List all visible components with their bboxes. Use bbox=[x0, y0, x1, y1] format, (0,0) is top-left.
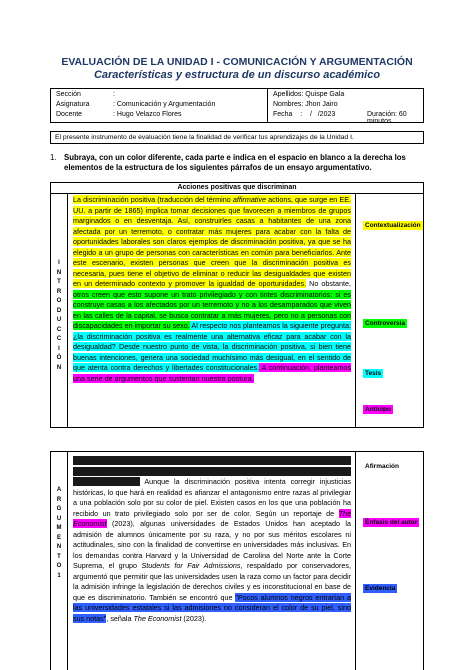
argument-text: (2023), algunas universidades de Estados Unidos han aceptado la admisión de alumnos únicamente por su raza, y no por sus méritos escolares ni actitudinales, sino con la finalidad de convertirse en universidades más inclusivas. En los demandas contra Harvard y la Universidad de Carolina del Norte ante la Corte Suprema, el grupo bbox=[73, 519, 351, 570]
letter: R bbox=[56, 496, 62, 503]
argument-text: , señala bbox=[106, 613, 134, 623]
seccion-label: Sección bbox=[56, 91, 81, 98]
letter: E bbox=[56, 534, 61, 541]
asignatura-value: : Comunicación y Argumentación bbox=[113, 101, 216, 108]
tag-contextualizacion: Contextualización bbox=[365, 222, 421, 229]
highlight-controversy: otros creen que esto supone un trato privilegiado y con tintes discriminatorios: si es construye casas a los afectados por un terremoto y no a los desamparados que viven en las calles de la capital, se busca contratar a más mujeres, pero no a personas con discapacidades en importar su sexo. bbox=[73, 289, 351, 330]
question-text: Subraya, con un color diferente, cada parte e indica en el espacio en blanco a la derecha los elementos de la estructura de los siguientes párrafos de un ensayo argumentativo. bbox=[64, 153, 406, 172]
letter: O bbox=[56, 298, 62, 304]
letter: I bbox=[58, 345, 60, 352]
table-header: Acciones positivas que discriminan bbox=[51, 183, 423, 194]
section-label-introduccion bbox=[51, 259, 67, 373]
highlight-thesis: Al respecto nos planteamos la siguiente pregunta: ¿la discriminación positiva es realmente una alternativa eficaz para acabar con la desigualdad? Desde nuestro punto de vista, la discriminación positiva, si bien tiene buenas intenciones, genera una sociedad muchísimo más desigual, en el sentido de que atenta contra derechos y libertades constitucionales. bbox=[73, 321, 351, 372]
letter: C bbox=[56, 336, 62, 342]
letter: N bbox=[56, 364, 62, 371]
docente-value: : Hugo Velazco Flores bbox=[113, 111, 182, 118]
letter: C bbox=[56, 326, 62, 333]
intro-text: La discriminación positiva (traducción del término bbox=[73, 195, 233, 204]
tag-enfasis: Énfasis del autor bbox=[365, 519, 418, 526]
letter: I bbox=[58, 260, 60, 266]
intro-text: No obstante, bbox=[306, 279, 351, 288]
highlight-preview: A continuación, planteamos una serie de argumentos que sustentan nuestra postura. bbox=[73, 363, 351, 383]
seccion-colon: : bbox=[113, 91, 115, 98]
tag-anticipo: Anticipo bbox=[365, 406, 391, 413]
letter: U bbox=[56, 515, 62, 522]
question-1 bbox=[50, 153, 430, 173]
duracion-field: Duración: 60 minutos bbox=[367, 111, 407, 125]
argument-text: (2023). bbox=[181, 613, 207, 623]
tag-tesis: Tesis bbox=[365, 370, 382, 377]
page-title: EVALUACIÓN DE LA UNIDAD I - COMUNICACIÓN Y ARGUMENTACIÓN bbox=[61, 56, 413, 68]
letter: R bbox=[56, 288, 62, 295]
apellidos-field: Apellidos: Quispe Gala bbox=[273, 91, 345, 98]
letter: 1 bbox=[57, 572, 61, 579]
highlight-claim: En primer lugar, las oportunidades dadas por parte del sector público y privado deben ser ciegas ante el color de la piel, en caso contrario, se estarían creando nuevos casos de exclusión racial. bbox=[73, 456, 351, 486]
column-divider-left bbox=[67, 193, 68, 427]
argument-text: , respaldado por conservadores, argumentó que permitir que las universidades usen la raza como un factor para decidir la admisión infringe la legislación de derechos civiles y es inconstitucional en base de que es discriminatorio. También se encontró que bbox=[73, 561, 351, 602]
argument-italic: Students for Fair Admissions bbox=[141, 561, 241, 570]
purpose-box: El presente instrumento de evaluación tiene la finalidad de verificar tus aprendizajes de la Unidad I. bbox=[50, 131, 424, 144]
column-divider-left bbox=[67, 452, 68, 670]
letter: T bbox=[57, 279, 61, 285]
argument-text: Aunque la discriminación positiva intenta corregir injusticias históricas, lo que hará en realidad es afianzar el antagonismo entre razas al privilegiar a una población solo por su color de piel. Existen casos en los que una población ha recibido un trato privilegiado solo por ser de color. Según un reportaje de bbox=[73, 477, 351, 518]
tag-afirmacion: Afirmación bbox=[365, 463, 399, 470]
student-info-box bbox=[50, 88, 424, 123]
letter: D bbox=[56, 307, 62, 314]
argument-source-italic: The Economist bbox=[73, 508, 351, 528]
letter: N bbox=[56, 269, 62, 276]
column-divider-right bbox=[355, 452, 356, 670]
tag-evidencia: Evidencia bbox=[365, 585, 396, 592]
fecha-field: Fecha : / /2023 bbox=[273, 111, 336, 118]
docente-label: Docente bbox=[56, 111, 83, 118]
section-label-argumento bbox=[51, 486, 67, 581]
argument-table bbox=[50, 451, 424, 670]
letter: A bbox=[56, 487, 62, 493]
column-divider-right bbox=[355, 193, 356, 427]
nombres-field: Nombres: Jhon Jairo bbox=[273, 101, 338, 108]
highlight-context bbox=[73, 195, 351, 288]
argument-italic: The Economist bbox=[133, 613, 182, 623]
letter: N bbox=[56, 544, 62, 550]
highlight-evidence: "Pocos alumnos negros entrarían a las universidades estatales si las admisiones no consideran el color de su piel, sino sus notas" bbox=[73, 592, 351, 623]
letter: T bbox=[57, 553, 61, 560]
letter: O bbox=[56, 563, 62, 569]
tag-controversia: Controversia bbox=[365, 320, 406, 327]
letter: Ó bbox=[56, 355, 62, 361]
intro-text: actions, que surge en EE. UU. a partir de 1865) implica tomar decisiones que favorecen a miembros de grupos marginados o en desventaja. Así, construirles casas a habitantes de una zona afectada por un terremoto, o contratar más mujeres para acabar con la falta de oportunidades laborales son claros ejemplos de discriminación positiva, ya que se ha elegido a un grupo de personas con características en común para beneficiarlos. Ante este escenario, existen personas que creen que la discriminación positiva es necesaria, pues tiene el objetivo de eliminar o reducir las desigualdades que existen en un determinado contexto y promover la igualdad de oportunidades. bbox=[73, 195, 352, 288]
intro-italic: affirmative bbox=[232, 195, 266, 204]
activity-table bbox=[50, 182, 424, 428]
question-number: 1. bbox=[50, 153, 57, 162]
argument-paragraph bbox=[73, 456, 351, 624]
letter: G bbox=[56, 506, 62, 512]
asignatura-label: Asignatura bbox=[56, 101, 90, 108]
page-subtitle: Características y estructura de un discurso académico bbox=[93, 69, 381, 81]
letter: M bbox=[56, 525, 62, 531]
letter: U bbox=[56, 317, 62, 323]
intro-paragraph bbox=[73, 195, 351, 384]
